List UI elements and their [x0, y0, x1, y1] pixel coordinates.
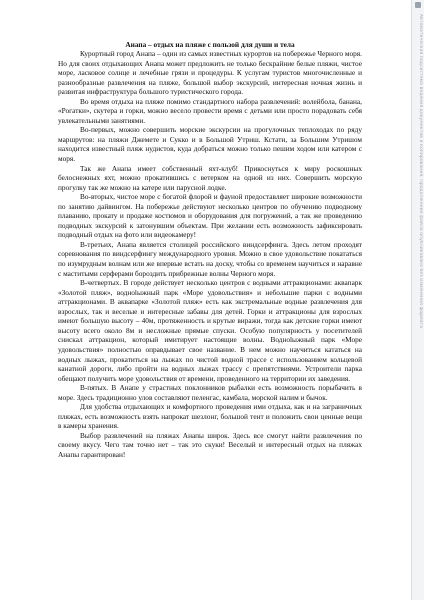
paragraph: Для удобства отдыхающих и комфортного проведения ими отдыха, как и на заграничных пляжах, есть возможность взять напрокат шезлонг, большой тент и положить свои ценные вещи в камеры хранения.	[58, 402, 362, 431]
paragraph: Во время отдыха на пляже помимо стандартного набора развлечений: волейбола, банана, «Рогатки», скутера и горки, можно весело провести время с детьми или просто порадовать себя увлекательными занятиями.	[58, 96, 362, 125]
paragraph: Во-вторых, чистое море с богатой флорой и фауной предоставляет широкие возможности по занятию дайвингом. На побережье действуют несколько центров по обучению подводному плаванию, прокату и продаже костюмов и оборудования для погружений, а так же проведению подводных экскурсий к затонувшим объектам. При желании есть возможность зафиксировать подводный отдых на фото или видеокамеру!	[58, 192, 362, 240]
document-body	[58, 40, 362, 460]
paragraph: Курортный город Анапа – один из самых известных курортов на побережье Черного моря. Но для своих отдыхающих Анапа может предложить не только бескрайние белые пляжи, чистое море, ласковое солнце и лечебные грязи и процедуры. К услугам туристов многочисленные и разнообразные развлечения на пляже, большой выбор экскурсий, интересная ночная жизнь и развитая инфраструктура большого туристического города.	[58, 49, 362, 97]
side-panel[interactable]	[411, 0, 424, 600]
paragraph: В-третьих, Анапа является столицей российского виндсерфинга. Здесь летом проходят соревнования по виндсерфингу международного уровня. Можно в свое удовольствие покататься по изумрудным волнам или же впервые встать на доску, чтобы со временем научиться и наравне с маститыми серферами бороздить прибрежные волны Черного моря.	[58, 239, 362, 278]
document-title: Анапа – отдых на пляже с пользой для души и тела	[125, 40, 295, 49]
paragraph: В-пятых. В Анапе у страстных поклонников рыбалки есть возможность порыбачить в море. Здесь традиционно улов составляют пеленгас, камбала, морской налим и бычок.	[58, 383, 362, 402]
side-watermark-text: Автоматическая подсистема ведения документов и копирования. Продолжение файла опубликовано без изменения формата	[418, 14, 423, 329]
document-icon[interactable]	[415, 2, 421, 8]
paragraph: Во-первых, можно совершить морские экскурсии на прогулочных теплоходах по ряду маршрутов: на пляжи Джемете и Сукко и в Большой Утриш. Кстати, за Большим Утришом находится известный пляж нудистов, куда добраться можно только пешим ходом или катером с моря.	[58, 125, 362, 164]
paragraph: Так же Анапа имеет собственный яхт-клуб! Прикоснуться к миру роскошных белоснежных яхт, можно прокатившись с ветерком на одной из них. Совершить морскую прогулку так же можно на катере или парусной лодке.	[58, 163, 362, 192]
paragraph: В-четвертых. В городе действует несколько центров с водными аттракционами: аквапарк «Золотой пляж», водноlыжный парк «Море удовольствия» и небольшие парки с водными аттракционами. В аквапарке «Золотой пляж» есть как экстремальные водные развлечения для взрослых, так и веселые и интересные забавы для детей. Горки и аттракционы для взрослых имеют большую высоту – 40м, протяженность и крутые виражи, тогда как детские горки имеют высоту всего около 8м и несложные прямые спуски. Особую популярность у посетителей снискал аттракцион, который имитирует настоящие волны. Водноlыжный парк «Море удовольствия» полностью оправдывает свое название. В нем можно научиться кататься на водных лыжах, прокатиться на лыжах по чистой водной трассе с использованием кольцевой канатной дороги, либо пройти на водных лыжах трассу с препятствиями. Устроители парка обещают получить море удовольствия от времени, проведенного на территории их заведения.	[58, 278, 362, 383]
paragraph: Выбор развлечений на пляжах Анапы широк. Здесь все смогут найти развлечения по своему вкусу. Чего там точно нет – так это скуки! Веселый и интересный отдых на пляжах Анапы гарантирован!	[58, 430, 362, 459]
